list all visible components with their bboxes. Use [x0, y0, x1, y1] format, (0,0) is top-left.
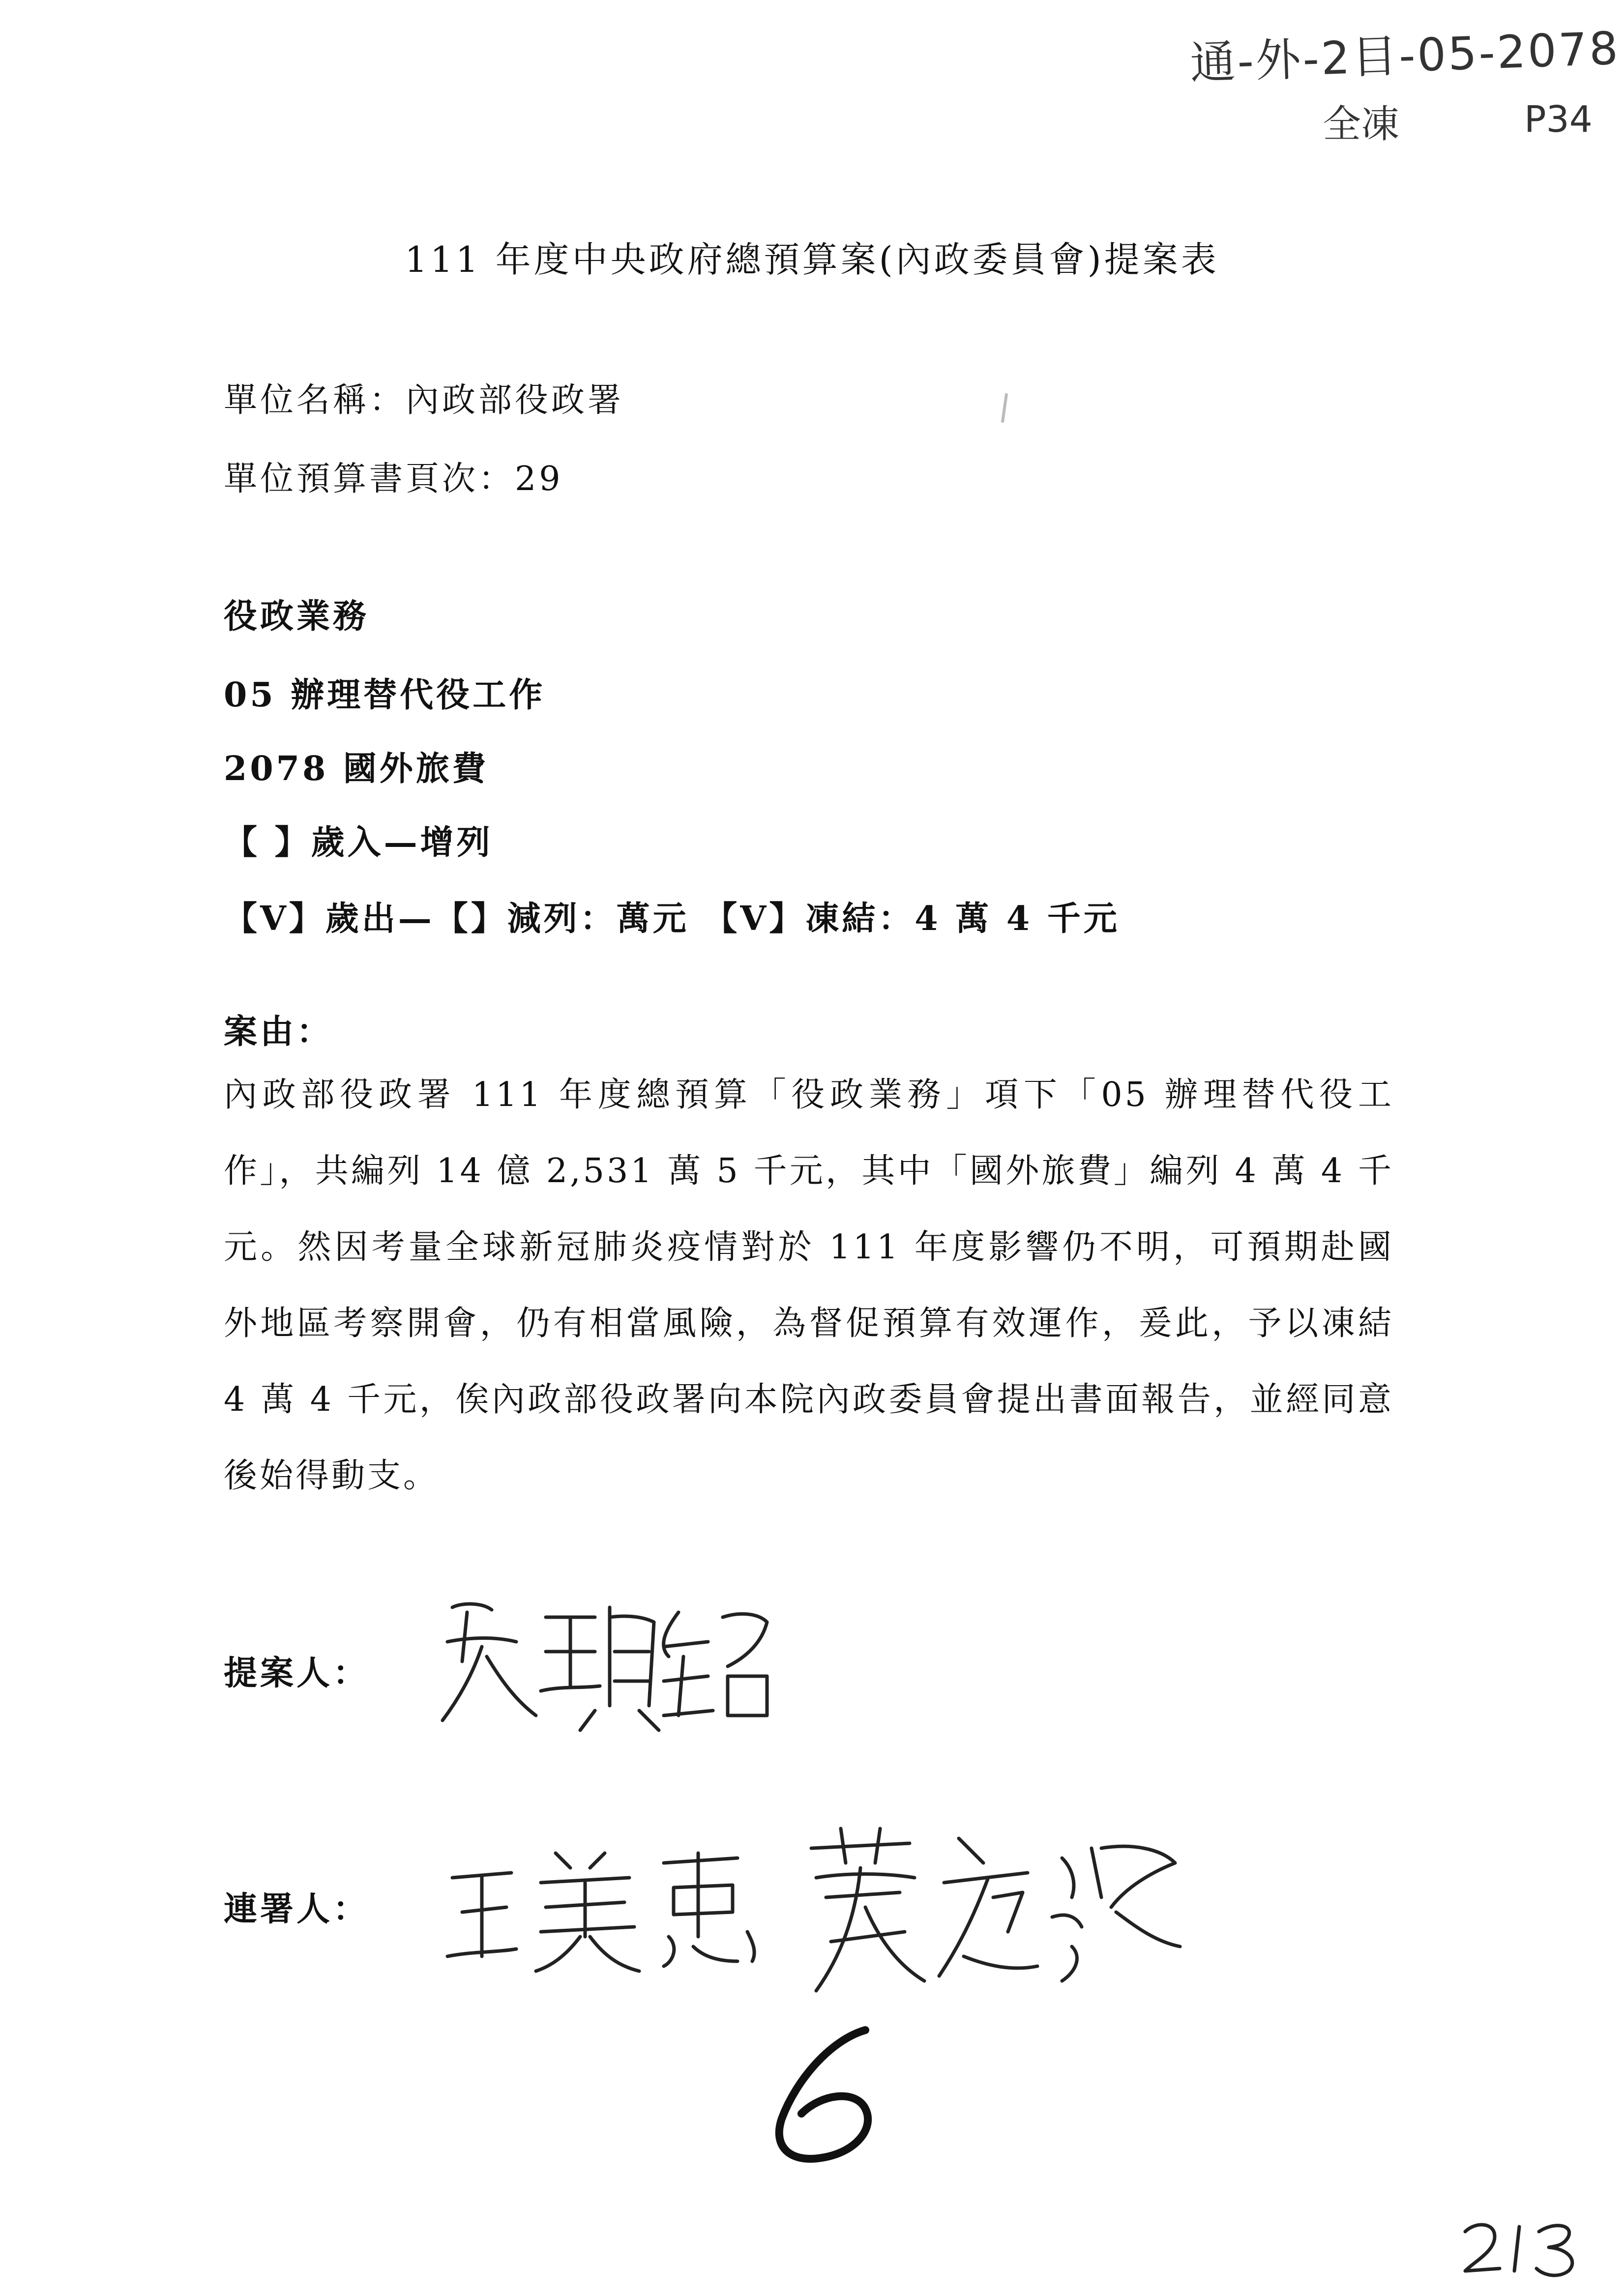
handwritten-page-code: P34 — [1524, 98, 1593, 141]
cosigner-signature-1 — [443, 1838, 762, 1976]
reason-text: 內政部役政署 111 年度總預算「役政業務」項下「05 辦理替代役工作」，共編列 14 億 2,531 萬 5 千元，其中「國外旅費」編列 4 萬 4 千元。然因考量全球新冠肺炎疫情對於 111 年度影響仍不明，可預期赴國外地區考察開會，仍有相當風險，為督促預算有效運作，爰此，予以凍結 4 萬 4 千元，俟內政部役政署向本院內政委員會提出書面報告，並經同意後始得動支。 — [224, 1075, 1394, 1495]
budget-page-number: 單位預算書頁次：29 — [224, 460, 563, 498]
cosigner-label: 連署人： — [224, 1889, 370, 1929]
handwritten-sheet-number — [1455, 2212, 1593, 2281]
item-account: 2078 國外旅費 — [224, 749, 489, 788]
document-title: 111 年度中央政府總預算案(內政委員會)提案表 — [405, 239, 1219, 280]
handwritten-scope-note: 全凍 — [1323, 102, 1400, 146]
handwritten-reference-code: 通-外-2目-05-2078 — [1189, 22, 1621, 90]
reason-label: 案由： — [224, 1012, 333, 1051]
proposer-signature — [433, 1588, 777, 1735]
proposer-label: 提案人： — [224, 1654, 370, 1693]
unit-name: 單位名稱：內政部役政署 — [224, 381, 624, 420]
stray-mark — [1001, 393, 1008, 423]
cosigner-signature-2 — [797, 1819, 1190, 2005]
revenue-line: 【 】歲入—增列 — [224, 823, 493, 862]
handwritten-order-number — [757, 2020, 905, 2168]
item-program: 05 辦理替代役工作 — [224, 675, 546, 715]
expenditure-line: 【V】歲出—【】減列：萬元 【V】凍結：4 萬 4 千元 — [224, 899, 1120, 938]
item-category: 役政業務 — [224, 597, 370, 636]
